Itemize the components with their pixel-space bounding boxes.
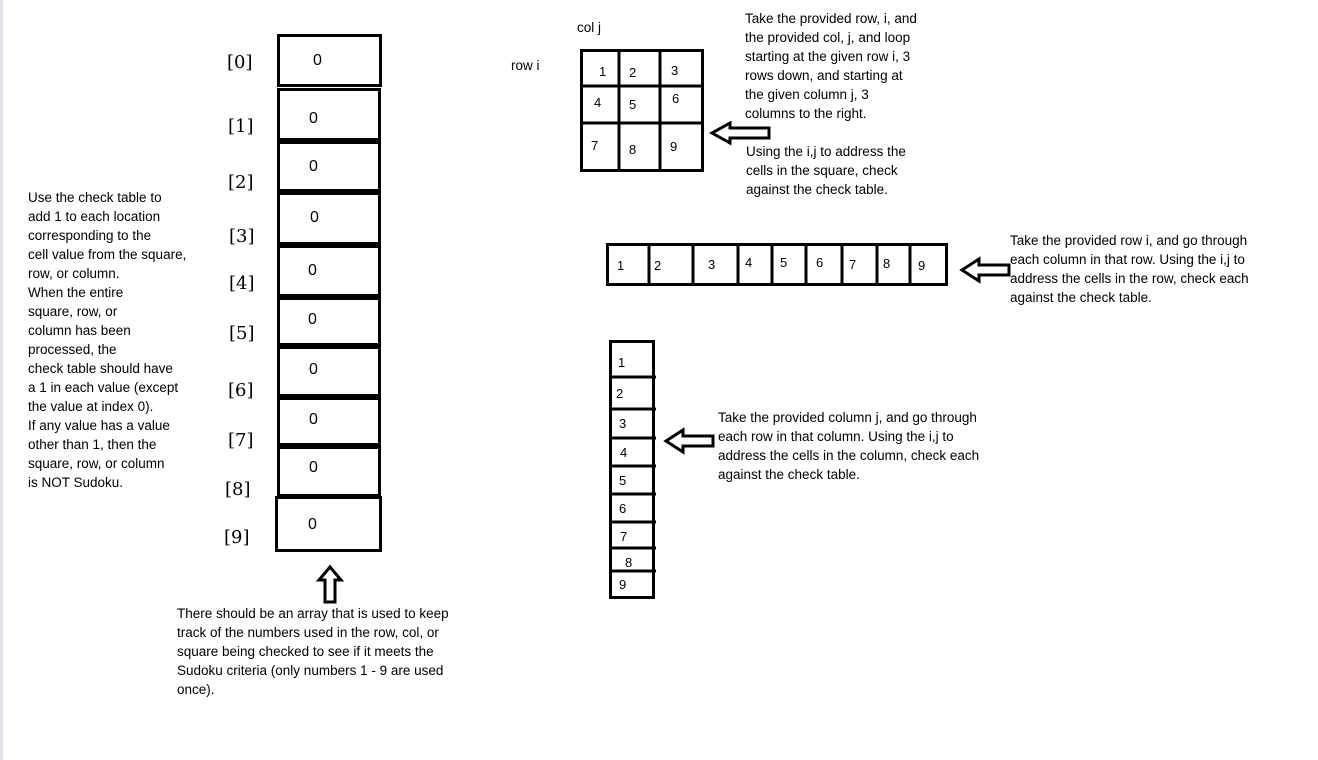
square-cell: 3: [671, 63, 679, 78]
check-table-value: 0: [308, 516, 317, 533]
column-cell: 9: [619, 577, 627, 592]
square-cell: 4: [594, 95, 602, 110]
square-note-line: Using the i,j to address the: [746, 144, 906, 159]
check-table-value: 0: [308, 262, 317, 279]
square-note-line: the provided col, j, and loop: [745, 30, 911, 45]
square-cell: 1: [599, 64, 607, 79]
column-note-line: each row in that column. Using the i,j to: [718, 429, 954, 444]
note-line: Use the check table to: [28, 190, 162, 205]
check-table-cell: [277, 346, 381, 397]
column-cell: 3: [619, 416, 627, 431]
row-label: row i: [511, 58, 540, 73]
row-cell: 8: [883, 256, 891, 271]
note-line: square, row, or: [28, 304, 118, 319]
square-note-line: columns to the right.: [745, 106, 867, 121]
check-table-value: 0: [313, 52, 322, 69]
check-table-cell: [277, 192, 381, 245]
check-table-value: 0: [309, 110, 318, 127]
check-table-index: [0]: [227, 52, 253, 73]
check-table-value: 0: [309, 361, 318, 378]
square-note-line: the given column j, 3: [745, 87, 869, 102]
check-table-cell: [277, 446, 381, 497]
column-cell: 7: [620, 529, 628, 544]
row-note-line: each column in that row. Using the i,j to: [1010, 252, 1245, 267]
column-cell: 6: [619, 501, 627, 516]
check-table-cell: [277, 34, 382, 87]
row-cell: 6: [816, 255, 824, 270]
check-table-cell: [277, 397, 381, 446]
check-table-index: [4]: [229, 273, 255, 294]
check-table-index: [9]: [224, 527, 250, 548]
check-table-index: [2]: [228, 172, 254, 193]
square-cell: 6: [672, 91, 680, 106]
note-line: check table should have: [28, 361, 173, 376]
note-line: square, row, or column: [28, 456, 165, 471]
square-note-line: against the check table.: [746, 182, 888, 197]
check-table-index: [1]: [228, 116, 254, 137]
row-note-line: address the cells in the row, check each: [1010, 271, 1249, 286]
row-cell: 1: [617, 258, 625, 273]
check-table-value: 0: [310, 209, 319, 226]
row-cell: 3: [708, 257, 716, 272]
row-note-line: Take the provided row i, and go through: [1010, 233, 1248, 248]
note-line: column has been: [28, 323, 131, 338]
column-note-line: against the check table.: [718, 467, 860, 482]
check-table-cell: [277, 297, 381, 346]
column-cell: 1: [618, 355, 626, 370]
row-cell: 5: [780, 255, 788, 270]
column-note-line: address the cells in the column, check each: [718, 448, 980, 463]
check-table-value: 0: [308, 311, 317, 328]
up-arrow-icon: [316, 564, 344, 604]
square-note-line: cells in the square, check: [746, 163, 898, 178]
check-table-cell: [277, 141, 381, 192]
row-cell: 7: [849, 257, 857, 272]
check-table-index: [7]: [228, 430, 254, 451]
note-line: square being checked to see if it meets the: [177, 644, 434, 659]
left-arrow-icon: [664, 428, 716, 454]
row-cell: 2: [654, 258, 662, 273]
square-cell: 9: [670, 139, 678, 154]
note-line: processed, the: [28, 342, 117, 357]
note-line: add 1 to each location: [28, 209, 161, 224]
check-table-index: [8]: [225, 479, 251, 500]
check-table-cell: [277, 88, 381, 141]
note-line: other than 1, then the: [28, 437, 157, 452]
check-table-value: 0: [309, 411, 318, 428]
note-line: Sudoku criteria (only numbers 1 - 9 are used: [177, 663, 444, 678]
column-note-line: Take the provided column j, and go through: [718, 410, 977, 425]
note-line: once).: [177, 682, 215, 697]
note-line: is NOT Sudoku.: [28, 475, 124, 490]
note-line: cell value from the square,: [28, 247, 187, 262]
square-note-line: Take the provided row, i, and: [745, 11, 917, 26]
check-table-value: 0: [309, 158, 318, 175]
row-cell: 4: [745, 255, 753, 270]
square-note-line: rows down, and starting at: [745, 68, 903, 83]
square-cell: 2: [629, 65, 637, 80]
row-cell: 9: [918, 258, 926, 273]
square-cell: 5: [629, 97, 637, 112]
note-line: There should be an array that is used to keep: [177, 606, 449, 621]
check-table-cell: [275, 496, 382, 552]
left-arrow-icon: [960, 257, 1012, 283]
square-cell: 7: [591, 138, 599, 153]
check-table-index: [5]: [229, 323, 255, 344]
square-note-line: starting at the given row i, 3: [745, 49, 911, 64]
column-cell: 8: [625, 555, 633, 570]
note-line: When the entire: [28, 285, 124, 300]
note-line: track of the numbers used in the row, col, or: [177, 625, 439, 640]
note-line: If any value has a value: [28, 418, 170, 433]
note-line: corresponding to the: [28, 228, 152, 243]
column-cell: 5: [619, 473, 627, 488]
note-line: the value at index 0).: [28, 399, 154, 414]
check-table-index: [6]: [228, 380, 254, 401]
check-table-value: 0: [309, 459, 318, 476]
column-cell: 2: [616, 386, 624, 401]
check-table-cell: [277, 245, 381, 297]
note-line: a 1 in each value (except: [28, 380, 179, 395]
check-table-index: [3]: [229, 226, 255, 247]
row-note-line: against the check table.: [1010, 290, 1152, 305]
window-left-edge: [0, 0, 3, 760]
square-cell: 8: [629, 142, 637, 157]
column-grid: [608, 339, 658, 601]
column-cell: 4: [620, 445, 628, 460]
note-line: row, or column.: [28, 266, 120, 281]
col-label: col j: [577, 20, 602, 35]
